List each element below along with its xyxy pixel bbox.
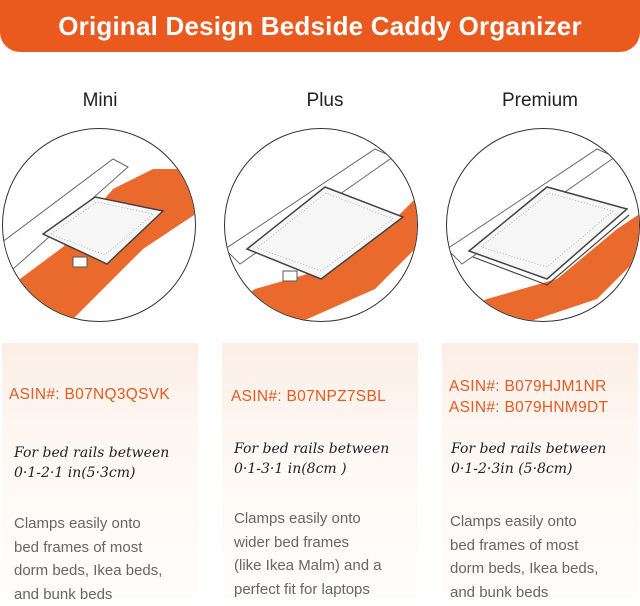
plus-desc-line: (like Ikea Malm) and a xyxy=(234,554,382,578)
title-banner xyxy=(0,0,640,52)
plus-desc-line: perfect fit for laptops xyxy=(234,578,382,602)
plus-rails-line2: 0·1-3·1 in(8cm ) xyxy=(234,459,347,479)
premium-desc-line: and bunk beds xyxy=(450,581,598,605)
mini-desc-line: Clamps easily onto xyxy=(14,512,162,536)
mini-desc-line: and bunk beds xyxy=(14,583,162,606)
plus-desc xyxy=(234,507,382,601)
mini-desc xyxy=(14,512,162,606)
premium-rails-line1: For bed rails between xyxy=(451,439,606,459)
mini-desc-line: bed frames of most xyxy=(14,536,162,560)
plus-desc-line: wider bed frames xyxy=(234,531,382,555)
mini-desc-line: dorm beds, Ikea beds, xyxy=(14,559,162,583)
plus-asin: ASIN#: B07NPZ7SBL xyxy=(231,388,386,406)
plus-caddy-illustration xyxy=(224,128,418,322)
plus-desc-line: Clamps easily onto xyxy=(234,507,382,531)
premium-asin-1: ASIN#: B079HJM1NR xyxy=(449,378,607,396)
premium-desc xyxy=(450,510,598,604)
column-name-mini: Mini xyxy=(0,90,200,112)
premium-asin-2: ASIN#: B079HNM9DT xyxy=(449,399,608,417)
premium-desc-line: Clamps easily onto xyxy=(450,510,598,534)
premium-desc-line: dorm beds, Ikea beds, xyxy=(450,557,598,581)
premium-caddy-illustration xyxy=(446,128,640,322)
banner-title: Original Design Bedside Caddy Organizer xyxy=(58,11,582,42)
mini-caddy-illustration xyxy=(2,128,196,322)
column-name-plus: Plus xyxy=(225,90,425,112)
premium-desc-line: bed frames of most xyxy=(450,534,598,558)
mini-rails-line1: For bed rails between xyxy=(14,443,169,463)
premium-rails-line2: 0·1-2·3in (5·8cm) xyxy=(451,459,573,479)
mini-rails-line2: 0·1-2·1 in(5·3cm) xyxy=(14,463,136,483)
plus-rails-line1: For bed rails between xyxy=(234,439,389,459)
column-name-premium: Premium xyxy=(440,90,640,112)
mini-asin: ASIN#: B07NQ3QSVK xyxy=(9,386,170,404)
